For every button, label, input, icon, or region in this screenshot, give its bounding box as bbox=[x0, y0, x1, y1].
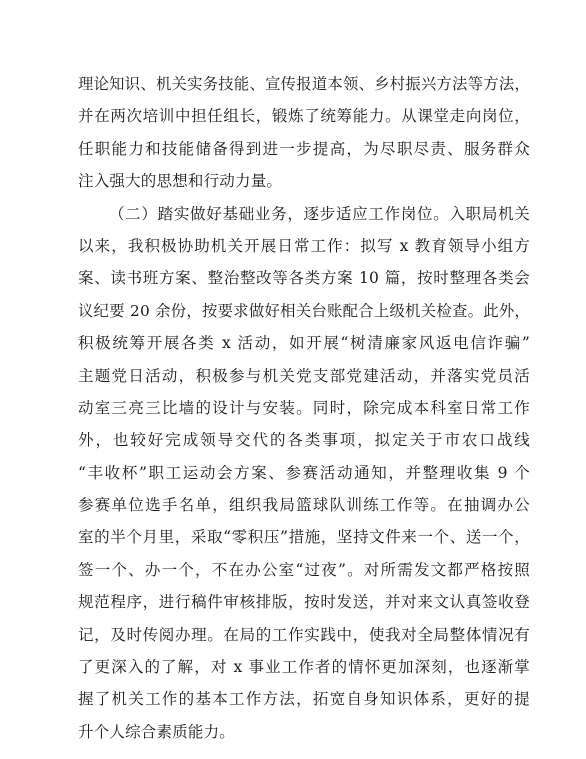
text-line: 注入强大的思想和行动力量。 bbox=[78, 172, 283, 191]
text-line: 动室三亮三比墙的设计与安装。同时，除完成本科室日常工作 bbox=[78, 398, 530, 417]
text-line: “丰收杯”职工运动会方案、参赛活动通知，并整理收集 9 个 bbox=[78, 463, 530, 482]
text-line: 任职能力和技能储备得到进一步提高，为尽职尽责、服务群众 bbox=[78, 139, 530, 158]
text-line: 握了机关工作的基本工作方法，拓宽自身知识体系，更好的提 bbox=[78, 690, 530, 709]
text-line: 并在两次培训中担任组长，锻炼了统筹能力。从课堂走向岗位， bbox=[78, 107, 530, 126]
text-line: 案、读书班方案、整治整改等各类方案 10 篇，按时整理各类会 bbox=[78, 269, 530, 288]
text-line: 了更深入的了解，对 x 事业工作者的情怀更加深刻，也逐渐掌 bbox=[78, 658, 530, 677]
text-line: 外，也较好完成领导交代的各类事项，拟定关于市农口战线 bbox=[78, 431, 530, 450]
text-line: 规范程序，进行稿件审核排版，按时发送，并对来文认真签收登 bbox=[78, 593, 530, 612]
text-line: 室的半个月里，采取“零积压”措施，坚持文件来一个、送一个， bbox=[78, 528, 530, 547]
text-line: 记，及时传阅办理。在局的工作实践中，使我对全局整体情况有 bbox=[78, 625, 530, 644]
text-line: 积极统筹开展各类 x 活动，如开展“树清廉家风返电信诈骗” bbox=[78, 334, 530, 353]
text-line: 升个人综合素质能力。 bbox=[78, 722, 236, 741]
text-line: 理论知识、机关实务技能、宣传报道本领、乡村振兴方法等方法， bbox=[78, 75, 530, 93]
text-line: 以来，我积极协助机关开展日常工作：拟写 x 教育领导小组方 bbox=[78, 236, 530, 255]
text-line: 签一个、办一个，不在办公室“过夜”。对所需发文都严格按照 bbox=[78, 560, 530, 579]
text-line: 主题党日活动，积极参与机关党支部党建活动，并落实党员活 bbox=[78, 366, 530, 385]
text-line: （二）踏实做好基础业务，逐步适应工作岗位。入职局机关 bbox=[109, 204, 530, 223]
body-text bbox=[78, 68, 530, 748]
text-line: 议纪要 20 余份，按要求做好相关台账配合上级机关检查。此外， bbox=[78, 301, 530, 320]
text-line: 参赛单位选手名单，组织我局篮球队训练工作等。在抽调办公 bbox=[78, 496, 530, 515]
